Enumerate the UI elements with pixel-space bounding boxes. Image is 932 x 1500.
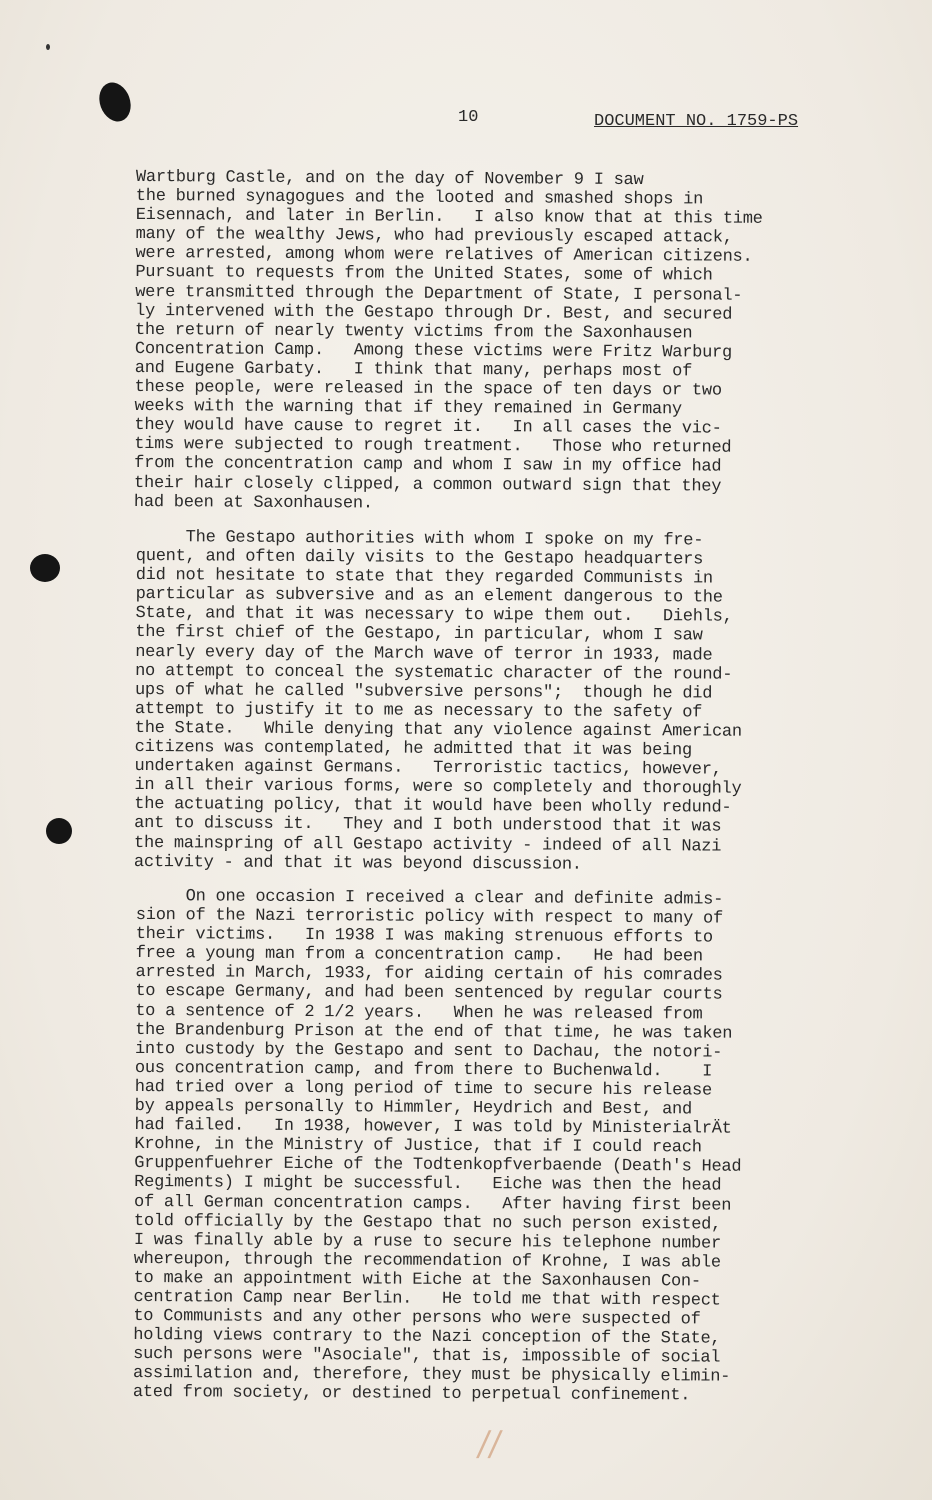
- text-line: arrested in March, 1933, for aiding certain of his comrades: [135, 963, 723, 987]
- text-line: had failed. In 1938, however, I was told by MinisterialrÄt: [134, 1116, 732, 1140]
- paragraph: [134, 528, 876, 876]
- text-line: the State. While denying that any violence against American: [134, 718, 742, 742]
- paragraph: [134, 168, 876, 516]
- text-line: the first chief of the Gestapo, in particular, whom I saw: [135, 623, 703, 646]
- text-line: whereupon, through the recommendation of Krohne, I was able: [133, 1250, 721, 1273]
- text-line: in all their various forms, were so completely and thoroughly: [134, 775, 742, 799]
- text-line: ous concentration camp, and from there to Buchenwald. I: [134, 1059, 713, 1082]
- text-line: Regiments) I might be successful. Eiche was then the head: [134, 1173, 722, 1197]
- text-line: to escape Germany, and had been sentenced by regular courts: [135, 982, 723, 1006]
- text-line: I was finally able by a ruse to secure his telephone number: [133, 1231, 722, 1254]
- text-line: particular as subversive and as an element dangerous to the: [135, 584, 723, 608]
- text-line: into custody by the Gestapo and sent to Dachau, the notori-: [134, 1040, 723, 1063]
- text-line: centration Camp near Berlin. He told me that with respect: [133, 1288, 721, 1311]
- text-line: sion of the Nazi terroristic policy with respect to many of: [135, 906, 724, 930]
- text-line: the return of nearly twenty victims from the Saxonhausen: [134, 320, 693, 344]
- text-line: ly intervened with the Gestapo through Dr. Best, and secured: [135, 301, 733, 325]
- text-line: quent, and often daily visits to the Gestapo headquarters: [135, 546, 704, 570]
- text-line: Eisennach, and later in Berlin. I also know that at this time: [135, 206, 763, 230]
- text-line: the burned synagogues and the looted and smashed shops in: [135, 187, 704, 210]
- handwritten-mark: //: [475, 1424, 504, 1464]
- text-line: ups of what he called "subversive persons"; though he did: [134, 680, 713, 703]
- text-line: to Communists and any other persons who were suspected of: [133, 1307, 701, 1330]
- text-line: the mainspring of all Gestapo activity - indeed of all Nazi: [134, 833, 722, 856]
- text-line: undertaken against Germans. Terroristic tactics, however,: [134, 756, 722, 780]
- text-line: Pursuant to requests from the United States, some of which: [135, 263, 713, 286]
- text-line: their victims. In 1938 I was making strenuous efforts to: [135, 925, 713, 949]
- text-line: of all German concentration camps. After having first been: [134, 1192, 732, 1216]
- text-line: Gruppenfuehrer Eiche of the Todtenkopfverbaende (Death's Head: [134, 1154, 742, 1178]
- text-line: and Eugene Garbaty. I think that many, perhaps most of: [134, 358, 693, 382]
- text-line: these people, were released in the space of ten days or two: [134, 378, 722, 401]
- text-line: citizens was contemplated, he admitted that it was being: [134, 737, 693, 761]
- text-line: Concentration Camp. Among these victims were Fritz Warburg: [134, 339, 733, 363]
- text-line: On one occasion I received a clear and definite admis-: [135, 887, 724, 910]
- text-line: were arrested, among whom were relatives of American citizens.: [135, 244, 753, 268]
- text-line: weeks with the warning that if they remained in Germany: [134, 397, 682, 420]
- body-text: [132, 168, 876, 1407]
- text-line: told officially by the Gestapo that no such person existed,: [133, 1211, 722, 1235]
- text-line: tims were subjected to rough treatment. Those who returned: [134, 435, 732, 458]
- text-line: by appeals personally to Himmler, Heydrich and Best, and: [134, 1097, 693, 1120]
- text-line: no attempt to conceal the systematic character of the round-: [135, 661, 733, 684]
- text-line: to make an appointment with Eiche at the Saxonhausen Con-: [133, 1269, 701, 1292]
- text-line: ated from society, or destined to perpetual confinement.: [132, 1383, 691, 1407]
- text-line: The Gestapo authorities with whom I spoke on my fre-: [135, 527, 704, 551]
- text-line: to a sentence of 2 1/2 years. When he was released from: [135, 1001, 703, 1025]
- text-line: ant to discuss it. They and I both understood that it was: [134, 814, 722, 837]
- text-line: their hair closely clipped, a common outward sign that they: [134, 473, 722, 497]
- text-line: free a young man from a concentration camp. He had been: [135, 944, 703, 968]
- text-line: holding views contrary to the Nazi conception of the State,: [133, 1326, 721, 1350]
- punch-hole-middle: [30, 554, 60, 582]
- text-line: had tried over a long period of time to secure his release: [134, 1078, 713, 1101]
- text-line: they would have cause to regret it. In all cases the vic-: [134, 416, 722, 439]
- text-line: did not hesitate to state that they regarded Communists in: [135, 565, 713, 589]
- text-line: assimilation and, therefore, they must be physically elimin-: [132, 1364, 731, 1388]
- text-line: nearly every day of the March wave of terror in 1933, made: [135, 642, 713, 665]
- text-line: such persons were "Asociale", that is, impossible of social: [133, 1345, 721, 1369]
- text-line: activity - and that it was beyond discussion.: [133, 852, 582, 875]
- text-line: the Brandenburg Prison at the end of that time, he was taken: [135, 1021, 733, 1044]
- punch-hole-bottom: [46, 818, 72, 844]
- text-line: from the concentration camp and whom I saw in my office had: [134, 454, 722, 477]
- page-number: 10: [458, 108, 479, 127]
- text-line: had been at Saxonhausen.: [133, 492, 373, 514]
- text-line: State, and that it was necessary to wipe them out. Diehls,: [135, 604, 733, 627]
- text-line: Wartburg Castle, and on the day of November 9 I saw: [135, 168, 644, 191]
- text-line: attempt to justify it to me as necessary to the safety of: [134, 699, 703, 722]
- document-id: DOCUMENT NO. 1759-PS: [594, 112, 799, 131]
- text-line: many of the wealthy Jews, who had previously escaped attack,: [135, 225, 733, 248]
- page-header: [0, 108, 932, 132]
- text-line: Krohne, in the Ministry of Justice, that if I could reach: [134, 1135, 702, 1159]
- ink-speck: [46, 44, 50, 50]
- text-line: the actuating policy, that it would have been wholly redund-: [134, 794, 732, 818]
- paragraph: [133, 887, 876, 1407]
- text-line: were transmitted through the Department of State, I personal-: [135, 282, 743, 306]
